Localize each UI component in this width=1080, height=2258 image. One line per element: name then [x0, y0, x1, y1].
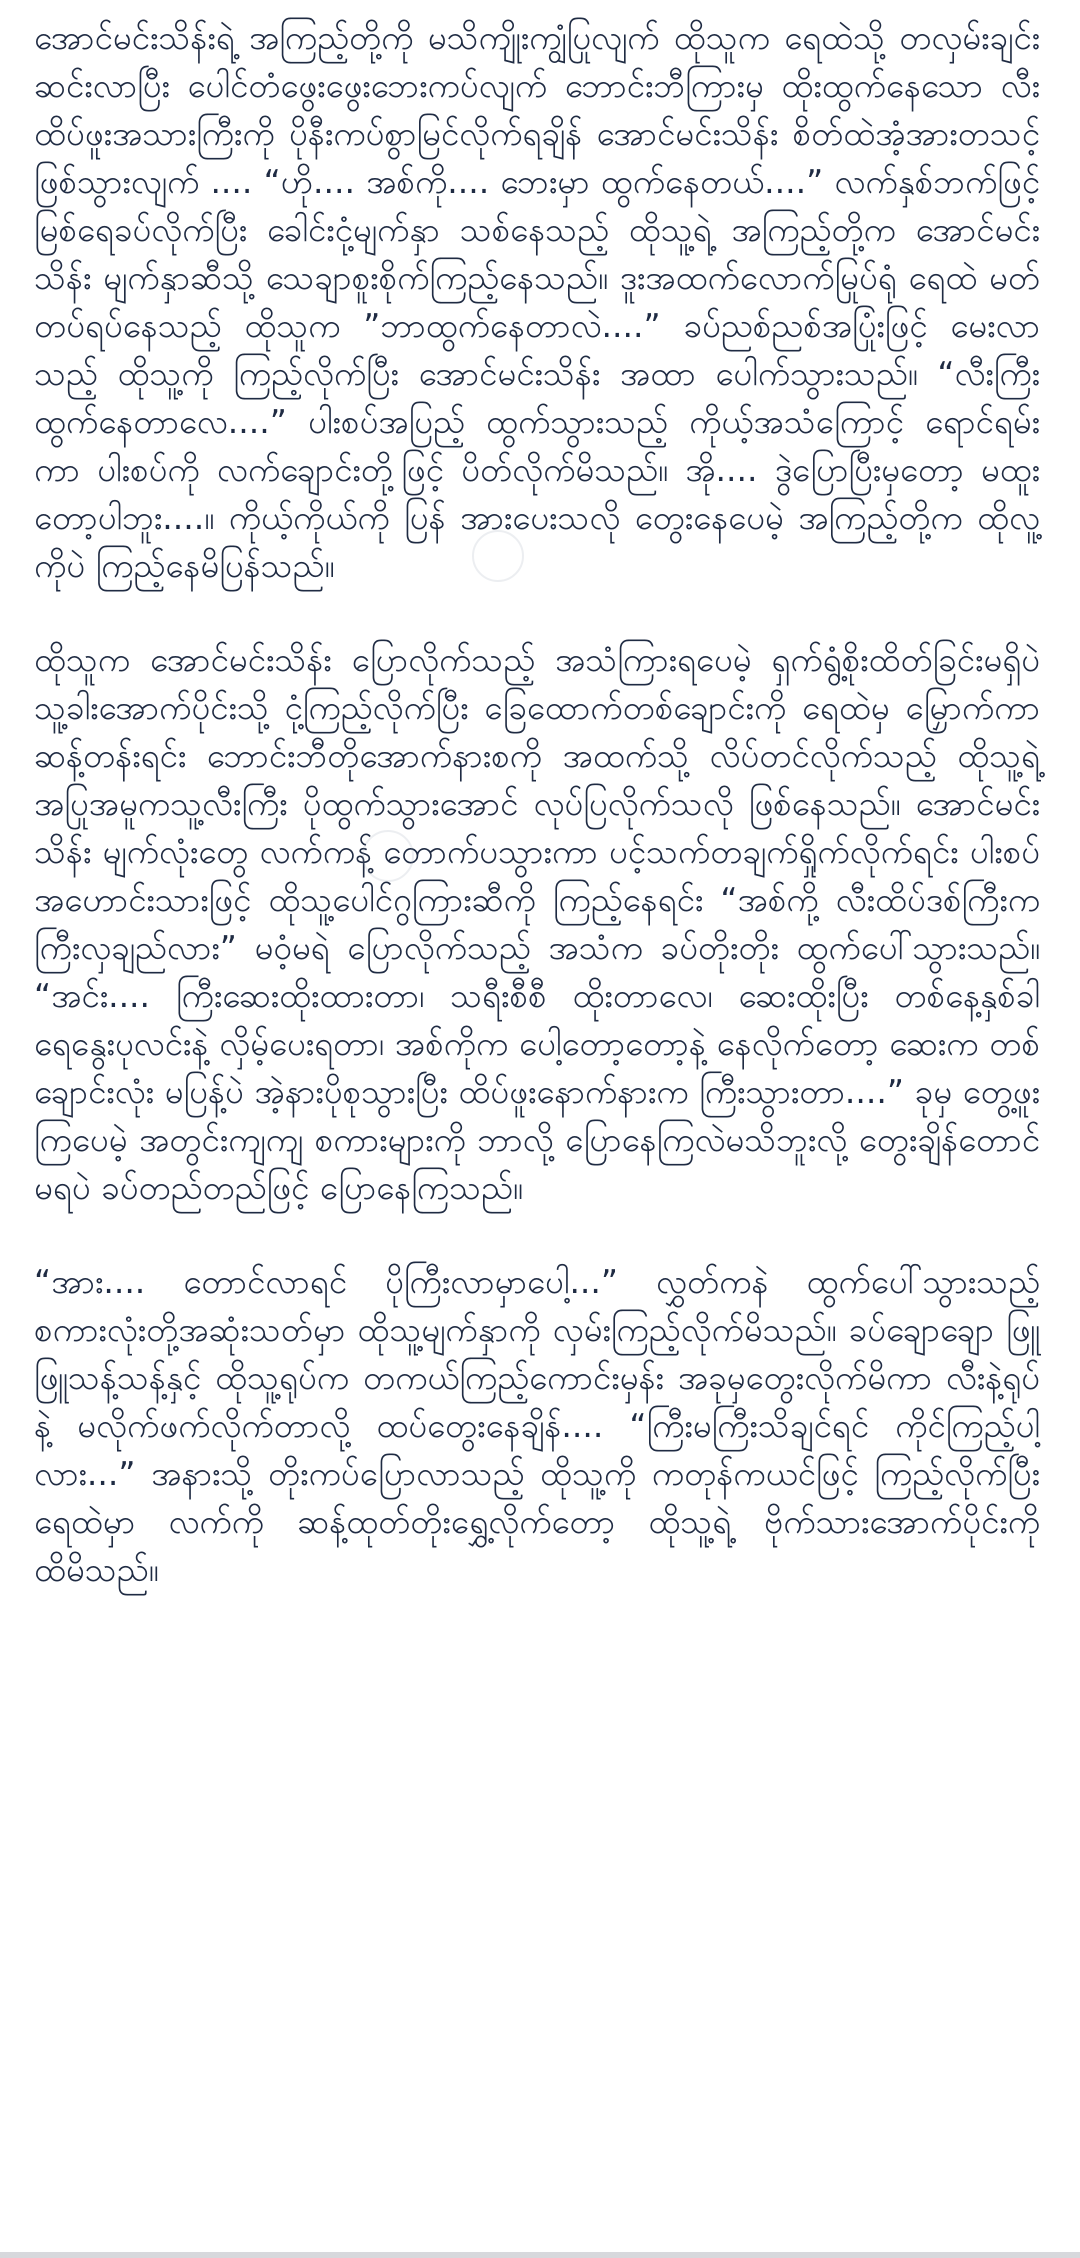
- paragraph-1: အောင်မင်းသိန်းရဲ့ အကြည့်တို့ကို မသိကျိုးကျွံပြုလျက် ထိုသူက ရေထဲသို့ တလှမ်းချင်းဆင်းလာပြီး ပေါင်တံဖွေးဖွေးဘေးကပ်လျက် ဘောင်းဘီကြားမှ ထိုးထွက်နေသော လီးထိပ်ဖူးအသားကြီးကို ပိုနီးကပ်စွာမြင်လိုက်ရချိန် အောင်မင်းသိန်း စိတ်ထဲအံ့အားတသင့် ဖြစ်သွားလျက် .... “ဟို.... အစ်ကို.... ဘေးမှာ ထွက်နေတယ်....” လက်နှစ်ဘက်ဖြင့် မြစ်ရေခပ်လိုက်ပြီး ခေါင်းငုံ့မျက်နှာ သစ်နေသည့် ထိုသူ့ရဲ့ အကြည့်တို့က အောင်မင်းသိန်း မျက်နှာဆီသို့ သေချာစူးစိုက်ကြည့်နေသည်။ ဒူးအထက်လောက်မြုပ်ရုံ ရေထဲ မတ်တပ်ရပ်နေသည့် ထိုသူက ”ဘာထွက်နေတာလဲ....” ခပ်ညစ်ညစ်အပြုံးဖြင့် မေးလာသည့် ထိုသူ့ကို ကြည့်လိုက်ပြီး အောင်မင်းသိန်း အထာ ပေါက်သွားသည်။ “လီးကြီး ထွက်နေတာလေ....” ပါးစပ်အပြည့် ထွက်သွားသည့် ကိုယ့်အသံကြောင့် ရောင်ရမ်းကာ ပါးစပ်ကို လက်ချောင်းတို့ဖြင့် ပိတ်လိုက်မိသည်။ အို.... ဒွဲပြောပြီးမှတော့ မထူးတော့ပါဘူး....။ ကိုယ့်ကိုယ်ကို ပြန် အားပေးသလို တွေးနေပေမဲ့ အကြည့်တို့က ထိုလူ့ကိုပဲ ကြည့်နေမိပြန်သည်။: [34, 18, 1040, 585]
- paragraph-3: “အား.... တောင်လာရင် ပိုကြီးလာမှာပေါ့...” လွှတ်ကနဲ ထွက်ပေါ်သွားသည့် စကားလုံးတို့အဆုံးသတ်မှာ ထိုသူ့မျက်နှာကို လှမ်းကြည့်လိုက်မိသည်။ ခပ်ချောချော ဖြူဖြူသန့်သန့်နှင့် ထိုသူ့ရုပ်က တကယ်ကြည့်ကောင်းမှန်း အခုမှတွေးလိုက်မိကာ လီးနဲ့ရုပ်နဲ့ မလိုက်ဖက်လိုက်တာလို့ ထပ်တွေးနေချိန်.... “ကြီးမကြီးသိချင်ရင် ကိုင်ကြည့်ပါ့လား...” အနားသို့ တိုးကပ်ပြောလာသည့် ထိုသူ့ကို ကတုန်ကယင်ဖြင့် ကြည့်လိုက်ပြီး ရေထဲမှာ လက်ကို ဆန့်ထုတ်တိုးရွှေ့လိုက်တော့ ထိုသူ့ရဲ့ ဗိုက်သားအောက်ပိုင်းကို ထိမိသည်။: [34, 1262, 1040, 1589]
- touch-indicator: [472, 530, 524, 582]
- paragraph-2: ထိုသူက အောင်မင်းသိန်း ပြောလိုက်သည့် အသံကြားရပေမဲ့ ရှက်ရွံ့စိုးထိတ်ခြင်းမရှိပဲ သူ့ခါးအောက်ပိုင်းသို့ ငုံ့ကြည့်လိုက်ပြီး ခြေထောက်တစ်ချောင်းကို ရေထဲမှ မြှောက်ကာ ဆန့်တန်းရင်း ဘောင်းဘီတိုအောက်နားစကို အထက်သို့ လိပ်တင်လိုက်သည့် ထိုသူ့ရဲ့ အပြုအမူကသူ့လီးကြီး ပိုထွက်သွားအောင် လုပ်ပြလိုက်သလို ဖြစ်နေသည်။ အောင်မင်းသိန်း မျက်လုံးတွေ လက်ကန့် တောက်ပသွားကာ ပင့်သက်တချက်ရှိုက်လိုက်ရင်း ပါးစပ်အဟောင်းသားဖြင့် ထိုသူ့ပေါင်ဂွကြားဆီကို ကြည့်နေရင်း “အစ်ကို့ လီးထိပ်ဒစ်ကြီးက ကြီးလှချည်လား” မဝံ့မရဲ ပြောလိုက်သည့် အသံက ခပ်တိုးတိုး ထွက်ပေါ်သွားသည်။ “အင်း.... ကြီးဆေးထိုးထားတာ၊ သရီးစီစီ ထိုးတာလေ၊ ဆေးထိုးပြီး တစ်နေ့နှစ်ခါ ရေနွေးပုလင်းနဲ့ လှိမ့်ပေးရတာ၊ အစ်ကိုက ပေါ့တော့တော့နဲ့ နေလိုက်တော့ ဆေးက တစ်ချောင်းလုံး မပြန့်ပဲ အဲ့နားပိုစုသွားပြီး ထိပ်ဖူးနောက်နားက ကြီးသွားတာ....” ခုမှ တွေ့ဖူးကြပေမဲ့ အတွင်းကျကျ စကားများကို ဘာလို့ ပြောနေကြလဲမသိဘူးလို့ တွေးချိန်တောင်မရပဲ ခပ်တည်တည်ဖြင့် ပြောနေကြသည်။: [34, 640, 1040, 1207]
- bottom-edge-bar: [0, 2252, 1080, 2258]
- touch-indicator: [362, 830, 414, 882]
